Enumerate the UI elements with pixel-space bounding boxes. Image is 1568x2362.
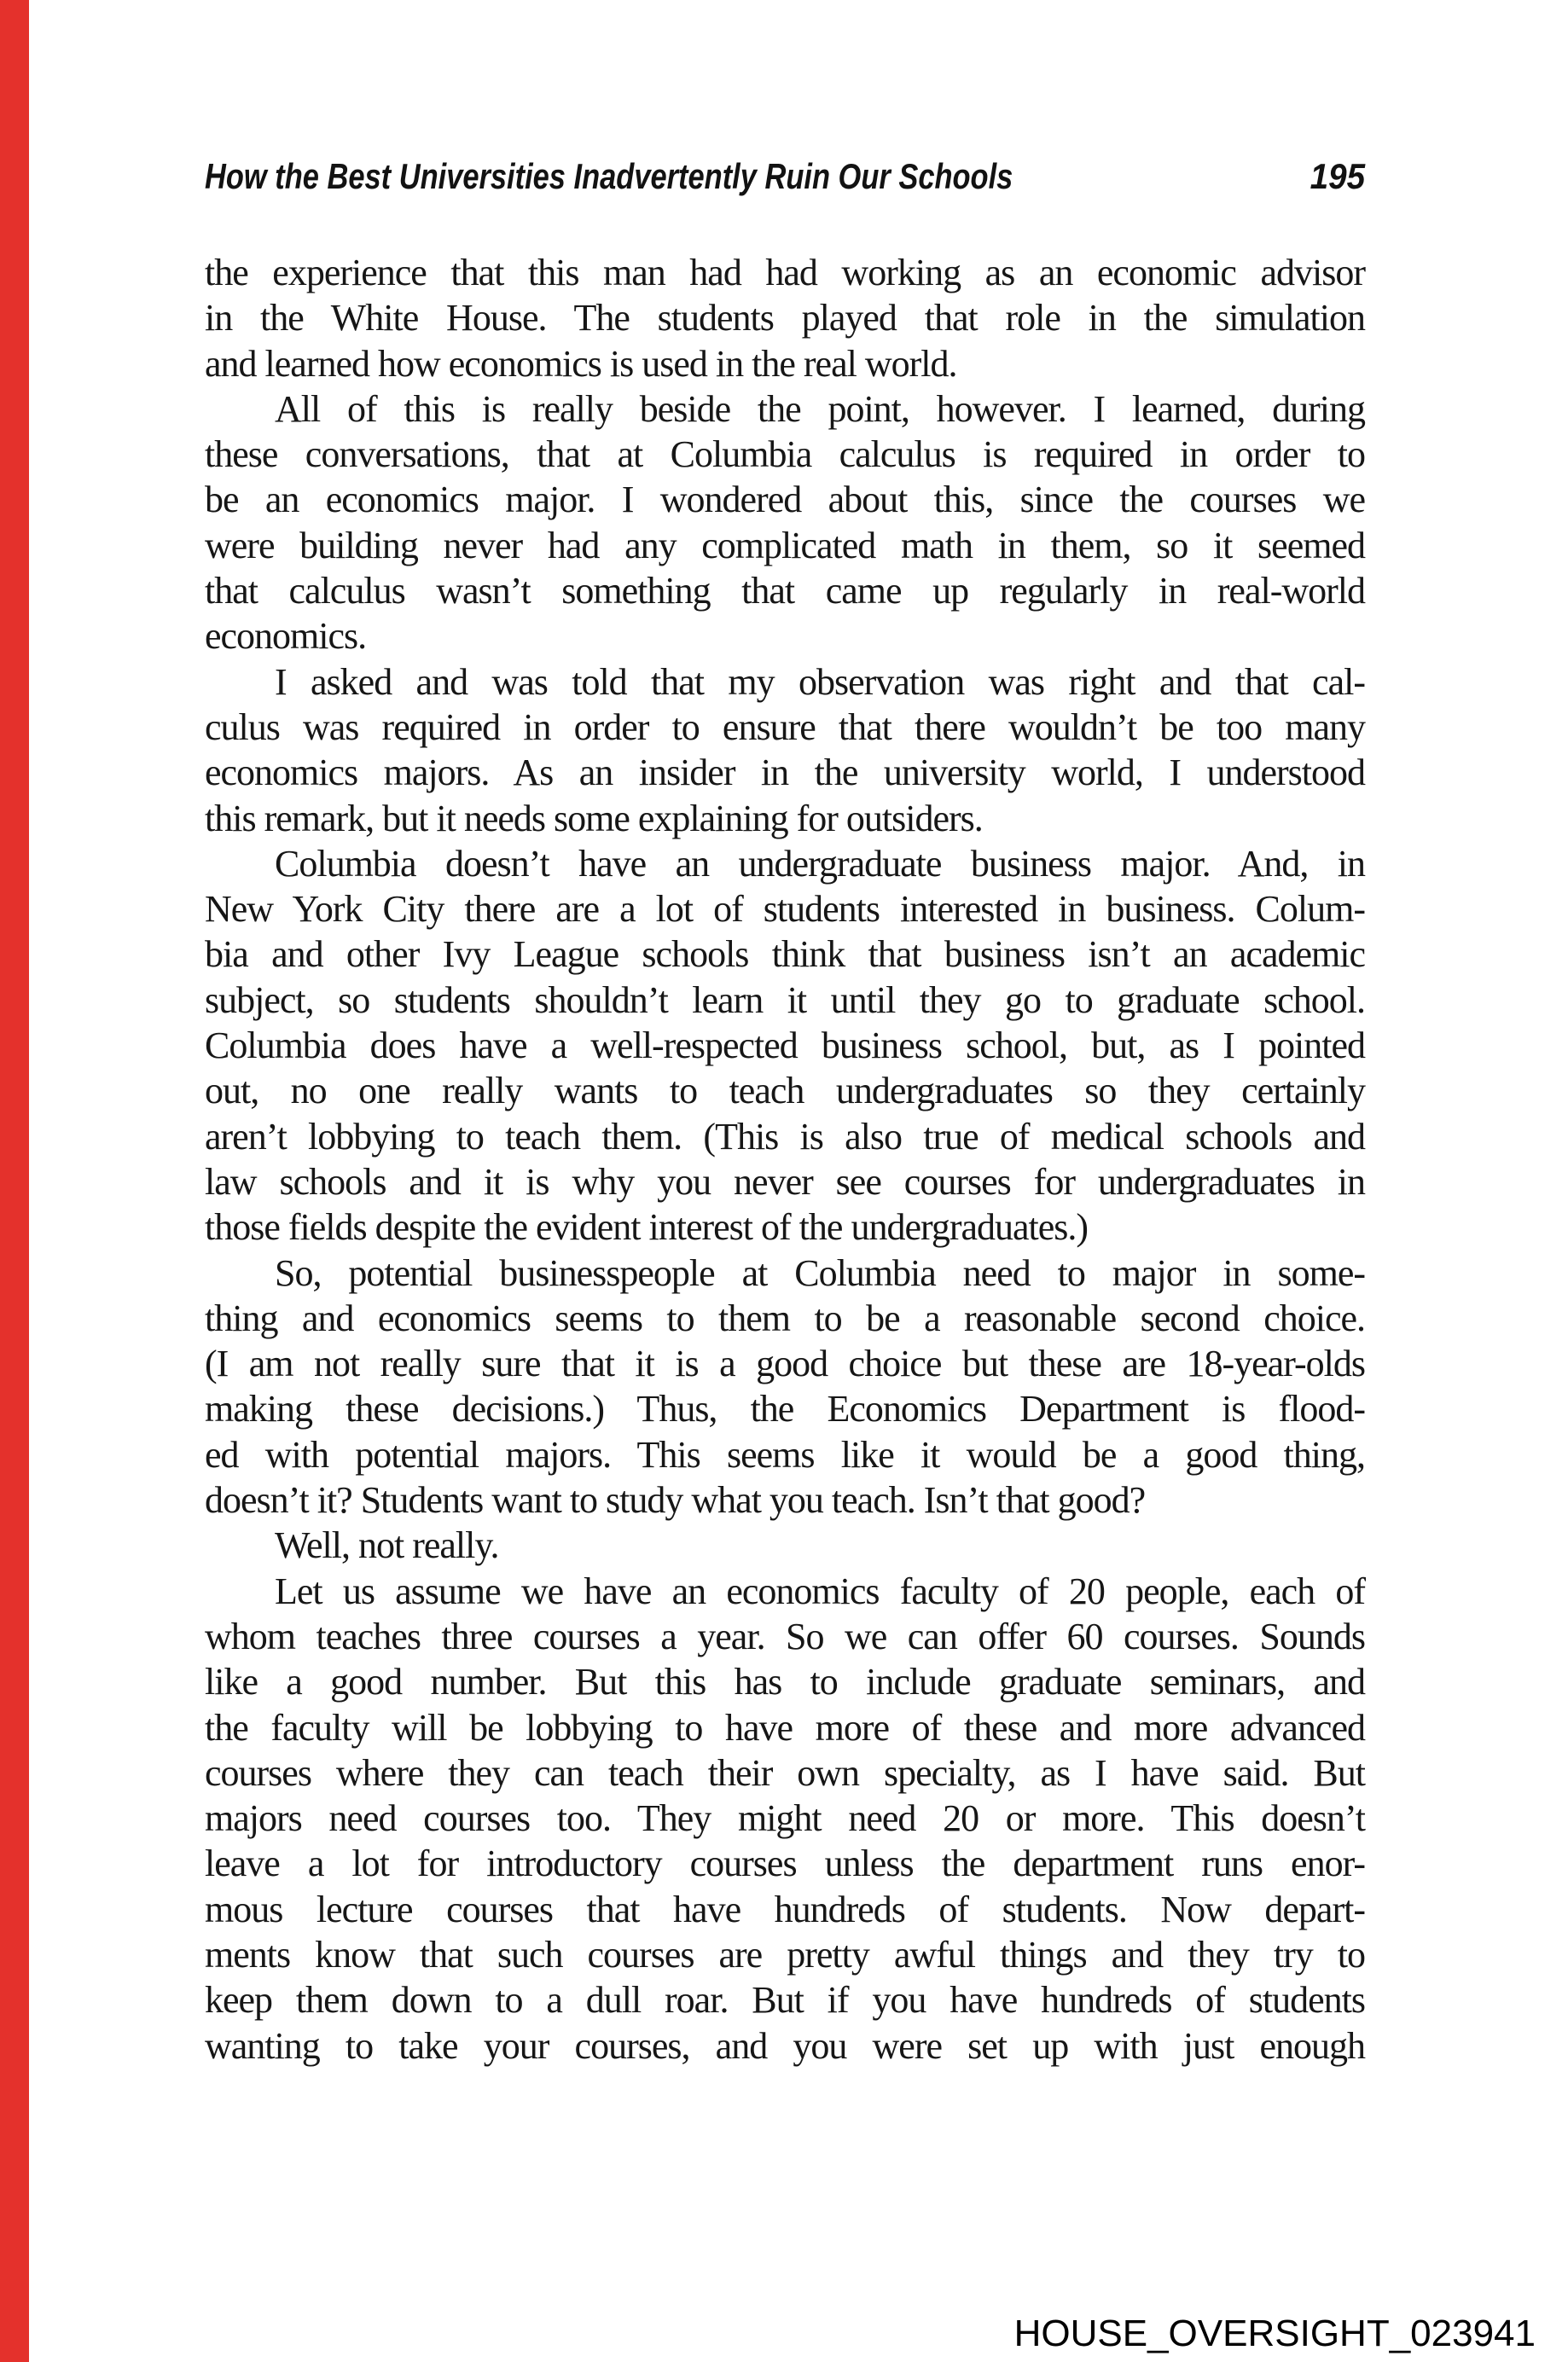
text-line: New York City there are a lot of students interested in business. Colum-: [205, 888, 1365, 931]
text-line: this remark, but it needs some explaining for outsiders.: [205, 797, 983, 839]
text-line: were building never had any complicated math in them, so it seemed: [205, 524, 1365, 566]
text-line: these conversations, that at Columbia calculus is required in order to: [205, 433, 1365, 476]
text-line: culus was required in order to ensure that there wouldn’t be too many: [205, 705, 1365, 748]
book-edge-bar: [0, 0, 29, 2362]
text-line: keep them down to a dull roar. But if you have hundreds of students: [205, 1979, 1365, 2022]
text-line: whom teaches three courses a year. So we can offer 60 courses. Sounds: [205, 1615, 1365, 1657]
paragraph: [205, 1251, 1365, 1523]
text-line: I asked and was told that my observation was right and that cal-: [275, 660, 1365, 703]
text-line: those fields despite the evident interest of the undergraduates.): [205, 1206, 1089, 1249]
text-line: leave a lot for introductory courses unless the department runs enor-: [205, 1843, 1365, 1885]
text-line: (I am not really sure that it is a good choice but these are 18-year-olds: [205, 1343, 1365, 1385]
text-line: mous lecture courses that have hundreds of students. Now depart-: [205, 1888, 1365, 1930]
text-line: that calculus wasn’t something that came up regularly in real-world: [205, 570, 1365, 612]
paragraph: [205, 1569, 1365, 2069]
paragraph: [205, 386, 1365, 659]
text-line: wanting to take your courses, and you were set up with just enough: [205, 2024, 1365, 2067]
text-line: the faculty will be lobbying to have more of these and more advanced: [205, 1706, 1365, 1749]
page-body: [205, 250, 1365, 2069]
paragraph: [205, 659, 1365, 841]
text-line: out, no one really wants to teach undergraduates so they certainly: [205, 1070, 1365, 1112]
text-line: making these decisions.) Thus, the Economics Department is flood-: [205, 1388, 1365, 1431]
text-line: like a good number. But this has to include graduate seminars, and: [205, 1661, 1365, 1703]
bates-stamp: HOUSE_OVERSIGHT_023941: [1013, 2313, 1536, 2354]
text-line: and learned how economics is used in the real world.: [205, 342, 957, 385]
text-line: Well, not really.: [275, 1524, 499, 1567]
paragraph: [205, 841, 1365, 1251]
text-line: thing and economics seems to them to be a reasonable second choice.: [205, 1297, 1365, 1339]
text-line: in the White House. The students played that role in the simulation: [205, 297, 1365, 340]
paragraph: [205, 250, 1365, 386]
text-line: doesn’t it? Students want to study what you teach. Isn’t that good?: [205, 1479, 1146, 1522]
text-line: the experience that this man had had working as an economic advisor: [205, 252, 1365, 293]
text-line: economics majors. As an insider in the university world, I understood: [205, 752, 1365, 794]
text-line: economics.: [205, 615, 367, 658]
text-line: Let us assume we have an economics faculty of 20 people, each of: [275, 1570, 1365, 1612]
text-line: Columbia does have a well-respected business school, but, as I pointed: [205, 1024, 1365, 1067]
text-line: Columbia doesn’t have an undergraduate business major. And, in: [275, 842, 1365, 885]
text-line: aren’t lobbying to teach them. (This is also true of medical schools and: [205, 1115, 1365, 1158]
text-line: ments know that such courses are pretty awful things and they try to: [205, 1933, 1365, 1976]
text-line: law schools and it is why you never see courses for undergraduates in: [205, 1160, 1365, 1203]
text-line: majors need courses too. They might need 20 or more. This doesn’t: [205, 1797, 1365, 1840]
running-header-title: How the Best Universities Inadvertently Ruin Our Schools: [205, 156, 1013, 196]
text-line: bia and other Ivy League schools think that business isn’t an academic: [205, 933, 1365, 976]
paragraph: [205, 1523, 1365, 1568]
running-header: [205, 157, 1365, 196]
text-line: courses where they can teach their own specialty, as I have said. But: [205, 1751, 1365, 1794]
text-line: be an economics major. I wondered about this, since the courses we: [205, 479, 1365, 521]
text-line: subject, so students shouldn’t learn it until they go to graduate school.: [205, 978, 1365, 1021]
page-number: 195: [1310, 156, 1365, 196]
text-line: So, potential businesspeople at Columbia need to major in some-: [275, 1251, 1365, 1294]
text-line: All of this is really beside the point, however. I learned, during: [275, 387, 1365, 430]
text-line: ed with potential majors. This seems like it would be a good thing,: [205, 1433, 1365, 1476]
